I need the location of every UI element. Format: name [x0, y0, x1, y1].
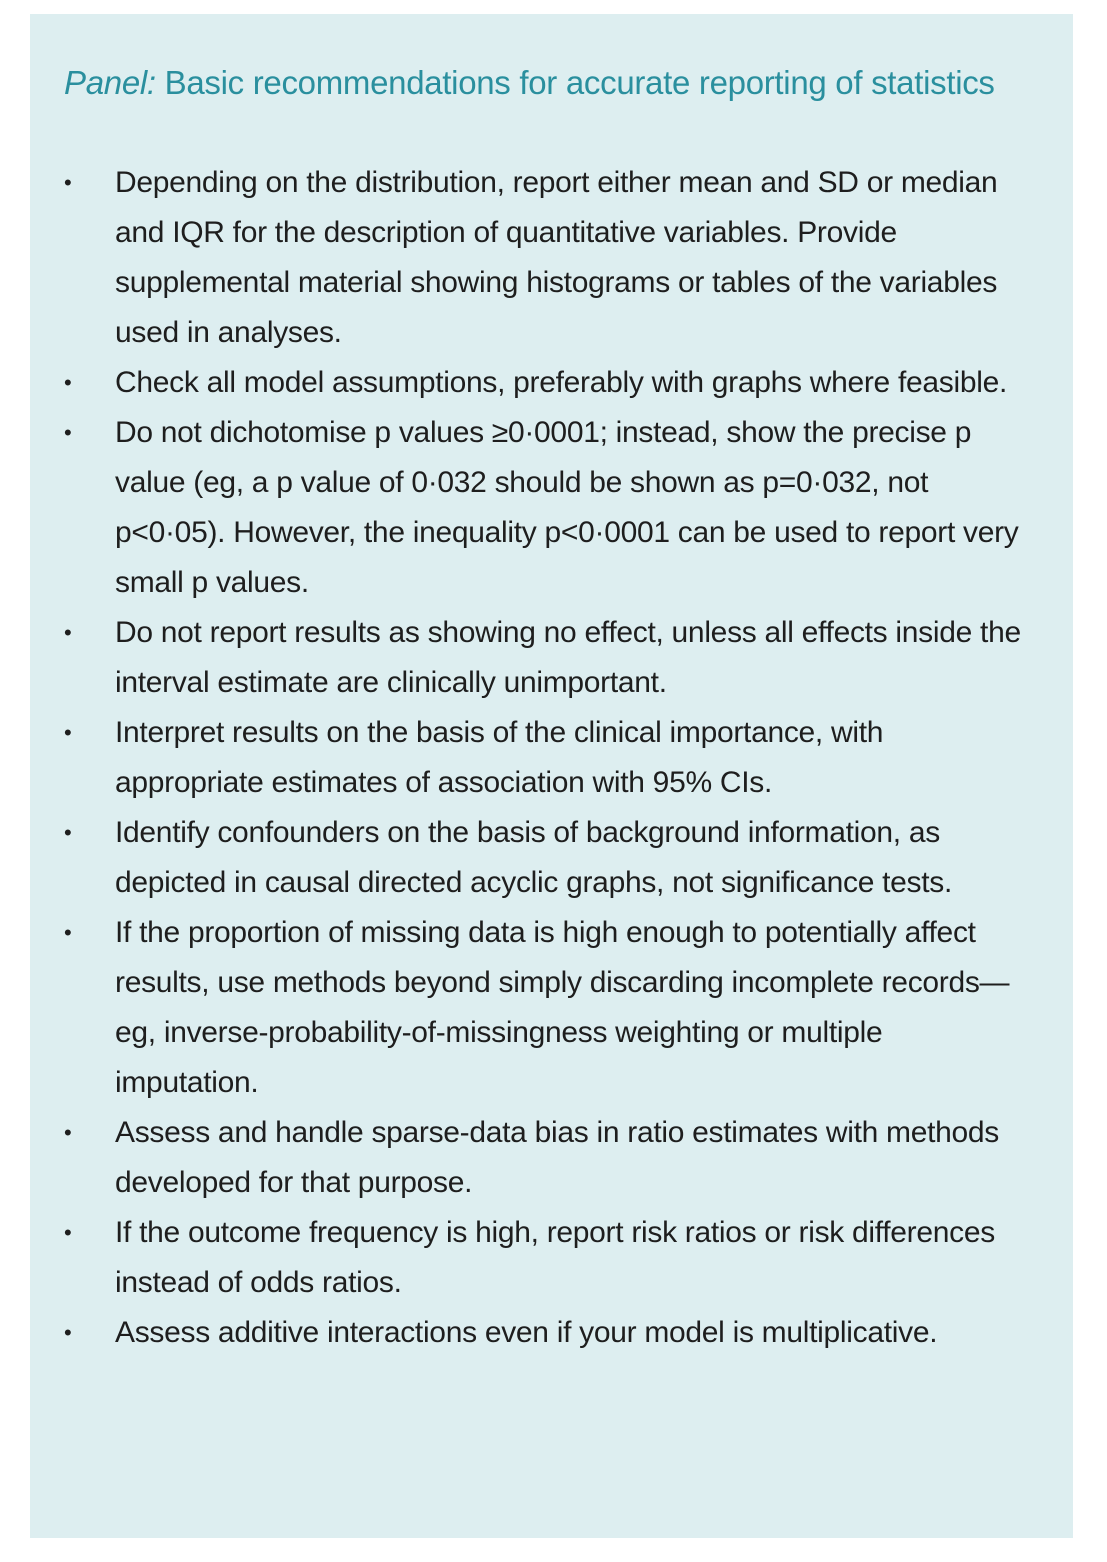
recommendation-text: Check all model assumptions, preferably with graphs where feasible. [115, 366, 1008, 399]
recommendation-item [64, 608, 1033, 708]
panel-title [64, 58, 1033, 108]
recommendation-text: Assess and handle sparse-data bias in ratio estimates with methods developed for that purpose. [115, 1116, 1000, 1199]
bullet-icon: • [64, 920, 72, 945]
recommendation-item [64, 358, 1033, 408]
recommendation-list [64, 158, 1033, 1358]
recommendation-text: Do not dichotomise p values ≥0·0001; instead, show the precise p value (eg, a p value of 0·032 should be shown as p=0·032, not p<0·05). However, the inequality p<0·0001 can be used to report very small p values. [115, 416, 1019, 599]
recommendation-text: Do not report results as showing no effect, unless all effects inside the interval estimate are clinically unimportant. [115, 616, 1021, 699]
recommendation-text: Depending on the distribution, report either mean and SD or median and IQR for the description of quantitative variables. Provide supplemental material showing histograms or tables of the variables used in analyses. [115, 166, 998, 349]
recommendation-text: Interpret results on the basis of the clinical importance, with appropriate estimates of association with 95% CIs. [115, 716, 884, 799]
recommendation-item [64, 158, 1033, 358]
recommendations-panel [30, 14, 1073, 1538]
panel-title-label: Panel: [64, 64, 156, 101]
bullet-icon: • [64, 720, 72, 745]
recommendation-text: Assess additive interactions even if your model is multiplicative. [115, 1316, 938, 1349]
recommendation-item [64, 408, 1033, 608]
bullet-icon: • [64, 1120, 72, 1145]
bullet-icon: • [64, 420, 72, 445]
recommendation-item [64, 808, 1033, 908]
recommendation-item [64, 908, 1033, 1108]
bullet-icon: • [64, 1320, 72, 1345]
recommendation-text: If the outcome frequency is high, report risk ratios or risk differences instead of odds ratios. [115, 1216, 995, 1299]
recommendation-item [64, 1308, 1033, 1358]
recommendation-item [64, 1208, 1033, 1308]
recommendation-text: If the proportion of missing data is high enough to potentially affect results, use methods beyond simply discarding incomplete records—eg, inverse-probability-of-missingness weighting or multiple imputation. [115, 916, 1010, 1099]
bullet-icon: • [64, 170, 72, 195]
recommendation-item [64, 708, 1033, 808]
bullet-icon: • [64, 820, 72, 845]
panel-title-text: Basic recommendations for accurate reporting of statistics [164, 64, 995, 101]
recommendation-item [64, 1108, 1033, 1208]
recommendation-text: Identify confounders on the basis of background information, as depicted in causal directed acyclic graphs, not significance tests. [115, 816, 953, 899]
bullet-icon: • [64, 1220, 72, 1245]
bullet-icon: • [64, 370, 72, 395]
bullet-icon: • [64, 620, 72, 645]
